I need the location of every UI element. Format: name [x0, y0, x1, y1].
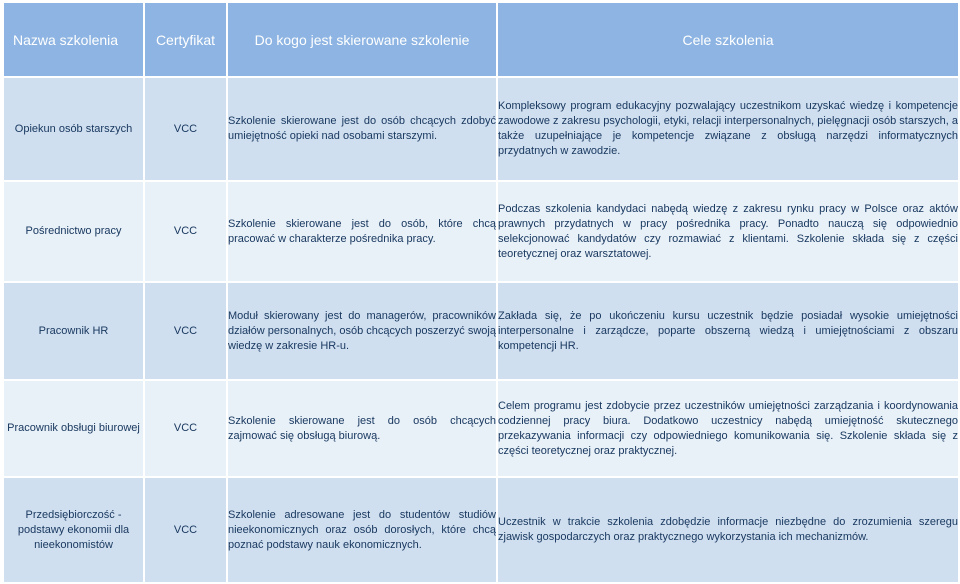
course-target-audience: Szkolenie skierowane jest do osób chcących zdobyć umiejętność opieki nad osobami starszymi. — [227, 77, 497, 181]
course-certificate: VCC — [144, 380, 227, 477]
header-target-audience: Do kogo jest skierowane szkolenie — [227, 3, 497, 77]
course-name: Pracownik obsługi biurowej — [4, 380, 144, 477]
course-certificate: VCC — [144, 282, 227, 380]
course-target-audience: Szkolenie skierowane jest do osób, które chcą pracować w charakterze pośrednika pracy. — [227, 181, 497, 282]
course-goals: Podczas szkolenia kandydaci nabędą wiedzę z zakresu rynku pracy w Polsce oraz aktów prawnych przydatnych w pracy pośrednika pracy. Ponadto nauczą się odpowiednio selekcjonować kandydatów czy rozmawiać z klientami. Szkolenie składa się z części teoretycznej oraz warsztatowej. — [497, 181, 958, 282]
table-row — [4, 282, 958, 380]
course-name: Pośrednictwo pracy — [4, 181, 144, 282]
table-row — [4, 477, 958, 583]
course-goals: Celem programu jest zdobycie przez uczestników umiejętności zarządzania i koordynowania codziennej pracy biura. Dodatkowo uczestnicy nabędą umiejętność skutecznego przekazywania informacji czy odpowiedniego komunikowania się. Szkolenie składa się z części teoretycznej oraz praktycznej. — [497, 380, 958, 477]
table-row — [4, 181, 958, 282]
course-goals: Uczestnik w trakcie szkolenia zdobędzie informacje niezbędne do zrozumienia szeregu zjawisk gospodarczych oraz praktycznego wykorzystania ich mechanizmów. — [497, 477, 958, 583]
table-row — [4, 380, 958, 477]
table-header-row — [4, 3, 958, 77]
courses-table — [4, 3, 958, 584]
course-certificate: VCC — [144, 181, 227, 282]
course-name: Opiekun osób starszych — [4, 77, 144, 181]
table-row — [4, 77, 958, 181]
course-target-audience: Moduł skierowany jest do managerów, pracowników działów personalnych, osób chcących poszerzyć swoją wiedzę w zakresie HR-u. — [227, 282, 497, 380]
course-name: Przedsiębiorczość - podstawy ekonomii dla nieekonomistów — [4, 477, 144, 583]
header-course-goals: Cele szkolenia — [497, 3, 958, 77]
header-certificate: Certyfikat — [144, 3, 227, 77]
course-goals: Zakłada się, że po ukończeniu kursu uczestnik będzie posiadał wysokie umiejętności interpersonalne i zarządcze, poparte obszerną wiedzą i umiejętnościami z obszaru kompetencji HR. — [497, 282, 958, 380]
course-certificate: VCC — [144, 477, 227, 583]
course-goals: Kompleksowy program edukacyjny pozwalający uczestnikom uzyskać wiedzę i kompetencje zawodowe z zakresu psychologii, etyki, relacji interpersonalnych, pielęgnacji osób starszych, a także uzupełniające je kompetencje związane z obsługą narzędzi informatycznych przydatnych w zawodzie. — [497, 77, 958, 181]
course-target-audience: Szkolenie skierowane jest do osób chcących zajmować się obsługą biurową. — [227, 380, 497, 477]
course-target-audience: Szkolenie adresowane jest do studentów studiów nieekonomicznych oraz osób dorosłych, które chcą poznać podstawy nauk ekonomicznych. — [227, 477, 497, 583]
course-name: Pracownik HR — [4, 282, 144, 380]
course-certificate: VCC — [144, 77, 227, 181]
header-course-name: Nazwa szkolenia — [4, 3, 144, 77]
